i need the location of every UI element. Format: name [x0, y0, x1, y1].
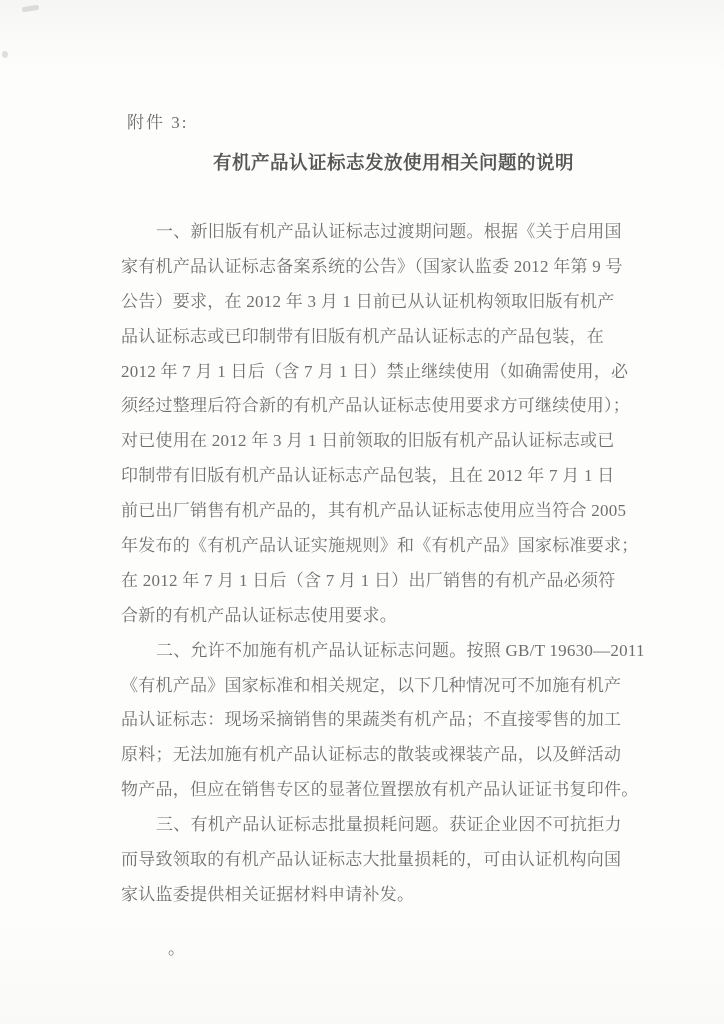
text-line: 合新的有机产品认证标志使用要求。: [121, 605, 397, 625]
attachment-label: 附件 3:: [127, 113, 189, 132]
text-line: 2012 年 7 月 1 日后（含 7 月 1 日）禁止继续使用（如确需使用，必: [121, 361, 629, 381]
text-line: 须经过整理后符合新的有机产品认证标志使用要求方可继续使用）；: [121, 396, 630, 416]
text-line: 前已出厂销售有机产品的，其有机产品认证标志使用应当符合 2005: [121, 501, 627, 521]
text-line: 《有机产品》国家标准和相关规定，以下几种情况可不加施有机产: [121, 675, 622, 695]
text-line: 公告）要求，在 2012 年 3 月 1 日前已从认证机构领取旧版有机产: [121, 291, 615, 311]
text-line: 印制带有旧版有机产品认证标志产品包装，且在 2012 年 7 月 1 日: [121, 466, 615, 486]
text-line: 在 2012 年 7 月 1 日后（含 7 月 1 日）出厂销售的有机产品必须符: [121, 570, 616, 590]
text-line: 家有机产品认证标志备案系统的公告》（国家认监委 2012 年第 9 号: [121, 256, 623, 276]
text-line: 二、允许不加施有机产品认证标志问题。按照 GB/T 19630—2011: [156, 640, 645, 660]
text-line: 品认证标志或已印制带有旧版有机产品认证标志的产品包装，在: [121, 326, 604, 346]
trailing-period: 。: [168, 939, 185, 958]
document-body: [121, 215, 645, 913]
text-line: 家认监委提供相关证据材料申请补发。: [121, 884, 415, 904]
scan-artifact-icon: [2, 51, 8, 58]
text-line: 原料；无法加施有机产品认证标志的散装或裸装产品，以及鲜活动: [121, 745, 622, 765]
text-line: 一、新旧版有机产品认证标志过渡期问题。根据《关于启用国: [156, 222, 622, 241]
text-line: 年发布的《有机产品认证实施规则》和《有机产品》国家标准要求；: [121, 536, 639, 556]
text-line: 品认证标志：现场采摘销售的果蔬类有机产品；不直接零售的加工: [121, 710, 622, 730]
text-line: 对已使用在 2012 年 3 月 1 日前领取的旧版有机产品认证标志或已: [121, 431, 615, 451]
text-line: 物产品，但应在销售专区的显著位置摆放有机产品认证证书复印件。: [121, 780, 639, 800]
text-line: 三、有机产品认证标志批量损耗问题。获证企业因不可抗拒力: [156, 815, 622, 835]
document-title: 有机产品认证标志发放使用相关问题的说明: [212, 154, 574, 174]
scan-artifact-icon: [22, 5, 40, 13]
text-line: 而导致领取的有机产品认证标志大批量损耗的，可由认证机构向国: [121, 850, 622, 870]
